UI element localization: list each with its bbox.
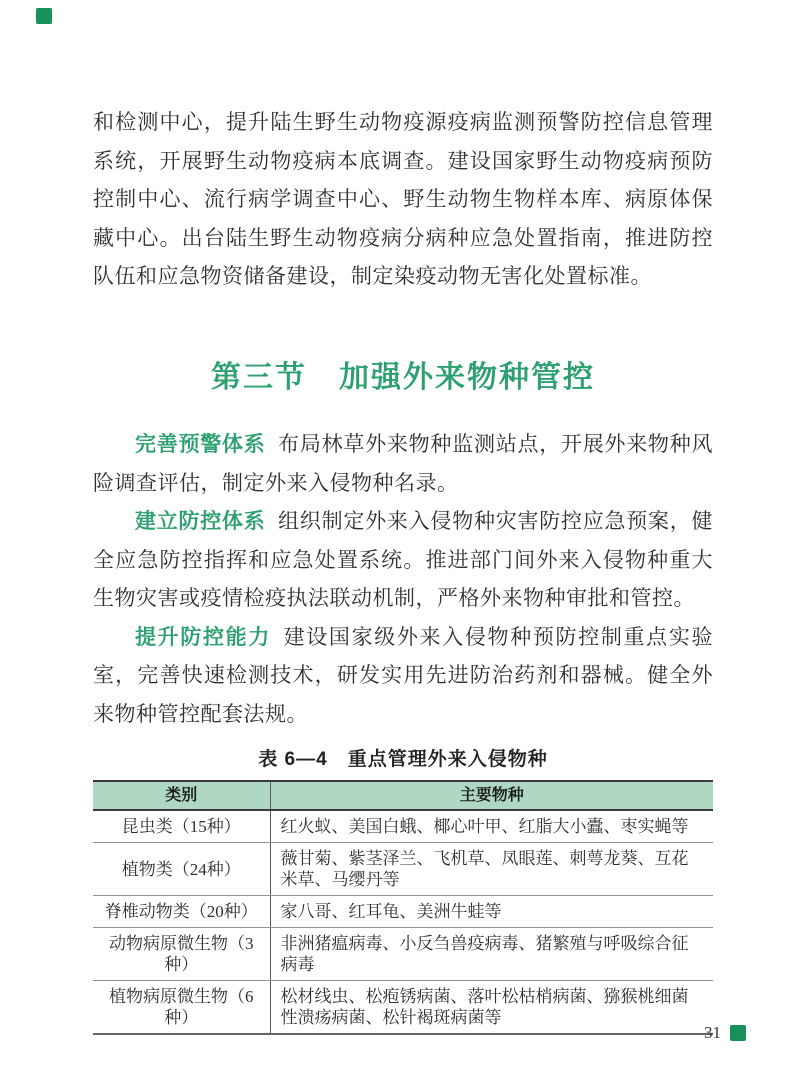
paragraph-control-system	[93, 502, 713, 618]
paragraph-lead: 提升防控能力	[135, 624, 271, 649]
species-cell: 家八哥、红耳龟、美洲牛蛙等	[270, 896, 713, 928]
invasive-species-table	[93, 780, 713, 1035]
page-corner-marker-bottom	[730, 1025, 746, 1041]
paragraph-warning-system	[93, 425, 713, 502]
table-row-insects	[93, 810, 713, 843]
section-heading: 第三节 加强外来物种管控	[211, 361, 595, 394]
page-number: 31	[704, 1023, 721, 1042]
table-header-category: 类别	[93, 781, 270, 810]
table-row-plant-pathogens	[93, 981, 713, 1035]
category-cell: 动物病原微生物（3种）	[93, 928, 270, 981]
category-cell: 脊椎动物类（20种）	[93, 896, 270, 928]
table-header-species: 主要物种	[270, 781, 713, 810]
category-cell: 昆虫类（15种）	[93, 810, 270, 843]
table-row-animal-pathogens	[93, 928, 713, 981]
table-row-plants	[93, 843, 713, 896]
page-footer	[704, 1023, 746, 1043]
paragraph-text: 建设国家级外来入侵物种预防控制重点实验室，完善快速检测技术，研发实用先进防治药剂和器械。健全外来物种管控配套法规。	[93, 624, 714, 726]
paragraph-text: 组织制定外来入侵物种灾害防控应急预案，健全应急防控指挥和应急处置系统。推进部门间外来入侵物种重大生物灾害或疫情检疫执法联动机制，严格外来物种审批和管控。	[93, 509, 714, 610]
category-cell: 植物类（24种）	[93, 843, 270, 896]
paragraph-lead: 完善预警体系	[135, 432, 266, 456]
table-caption: 表 6—4 重点管理外来入侵物种	[258, 749, 548, 770]
table-header-row	[93, 781, 713, 810]
paragraph-text: 布局林草外来物种监测站点，开展外来物种风险调查评估，制定外来入侵物种名录。	[93, 432, 714, 495]
species-cell: 非洲猪瘟病毒、小反刍兽疫病毒、猪繁殖与呼吸综合征病毒	[270, 928, 713, 981]
paragraph-lead: 建立防控体系	[135, 509, 266, 533]
page-corner-marker-top	[36, 8, 52, 24]
table-row-vertebrates	[93, 896, 713, 928]
paragraph-control-capacity	[93, 618, 713, 734]
intro-paragraph: 和检测中心，提升陆生野生动物疫源疫病监测预警防控信息管理系统，开展野生动物疫病本底调查。建设国家野生动物疫病预防控制中心、流行病学调查中心、野生动物生物样本库、病原体保藏中心。出台陆生野生动物疫病分病种应急处置指南，推进防控队伍和应急物资储备建设，制定染疫动物无害化处置标准。	[93, 110, 713, 288]
species-cell: 红火蚁、美国白蛾、椰心叶甲、红脂大小蠹、枣实蝇等	[270, 810, 713, 843]
category-cell: 植物病原微生物（6种）	[93, 981, 270, 1035]
species-cell: 薇甘菊、紫茎泽兰、飞机草、凤眼莲、刺萼龙葵、互花米草、马缨丹等	[270, 843, 713, 896]
section-paragraphs	[93, 425, 713, 733]
species-cell: 松材线虫、松疱锈病菌、落叶松枯梢病菌、猕猴桃细菌性溃疡病菌、松针褐斑病菌等	[270, 981, 713, 1035]
